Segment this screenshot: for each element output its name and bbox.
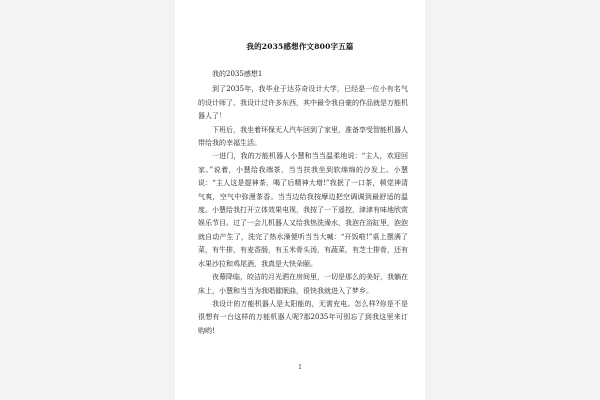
page-number: 1 <box>298 364 302 371</box>
document-title: 我的2035感想作文800字五篇 <box>246 42 354 51</box>
paragraph-1: 到了2035年，我毕业于达芬奇设计大学，已经是一位小有名气的设计师了。我设计过许多东西，其中最令我自豪的作品就是万能机器人了！ <box>198 85 408 121</box>
document-body <box>198 68 408 338</box>
paragraph-4: 夜幕降临，皎洁的月光洒在房间里，一切是那么的美好，我躺在床上，小慧和当当为我唱催眠曲，很快我就进入了梦乡。 <box>198 273 408 295</box>
paragraph-3: 一进门，我的万能机器人小慧和当当温柔地说：“主人，欢迎回家。”说着，小慧给我端茶，当当扶我坐到软绵绵的沙发上。小慧说：“主人这是提神茶，喝了后精神大增!”我抿了一口茶，顿觉神清气爽，空气中弥漫茶香。当当边给我按摩边把空调调到最舒适的温度。小慧给我打开立体效果电视，我按了一下遥控，津津有味地欣赏娱乐节目。过了一会儿机器人又给我热洗澡水，我泡在浴缸里，泡泡就自动产生了，洗完了热水澡便听当当大喊：“开饭啦!”桌上摆满了菜，有牛排，有麦香肠，有玉米骨头汤，有蔬菜，有芝士排骨，还有水果沙拉和鸡尾酒，我真是大快朵颐。 <box>198 152 408 268</box>
paragraph-5: 我设计的万能机器人是太阳能的，无需充电。怎么样?你是不是很想有一台这样的万能机器人呢?那2035年可别忘了到我这里来订购哟! <box>198 299 408 335</box>
paragraph-2: 下班后，我坐着环保无人汽车回到了家里，准备享受智能机器人带给我的幸福生活。 <box>198 125 408 148</box>
document-page <box>175 0 425 400</box>
section-subheading: 我的2035感想1 <box>212 70 263 78</box>
